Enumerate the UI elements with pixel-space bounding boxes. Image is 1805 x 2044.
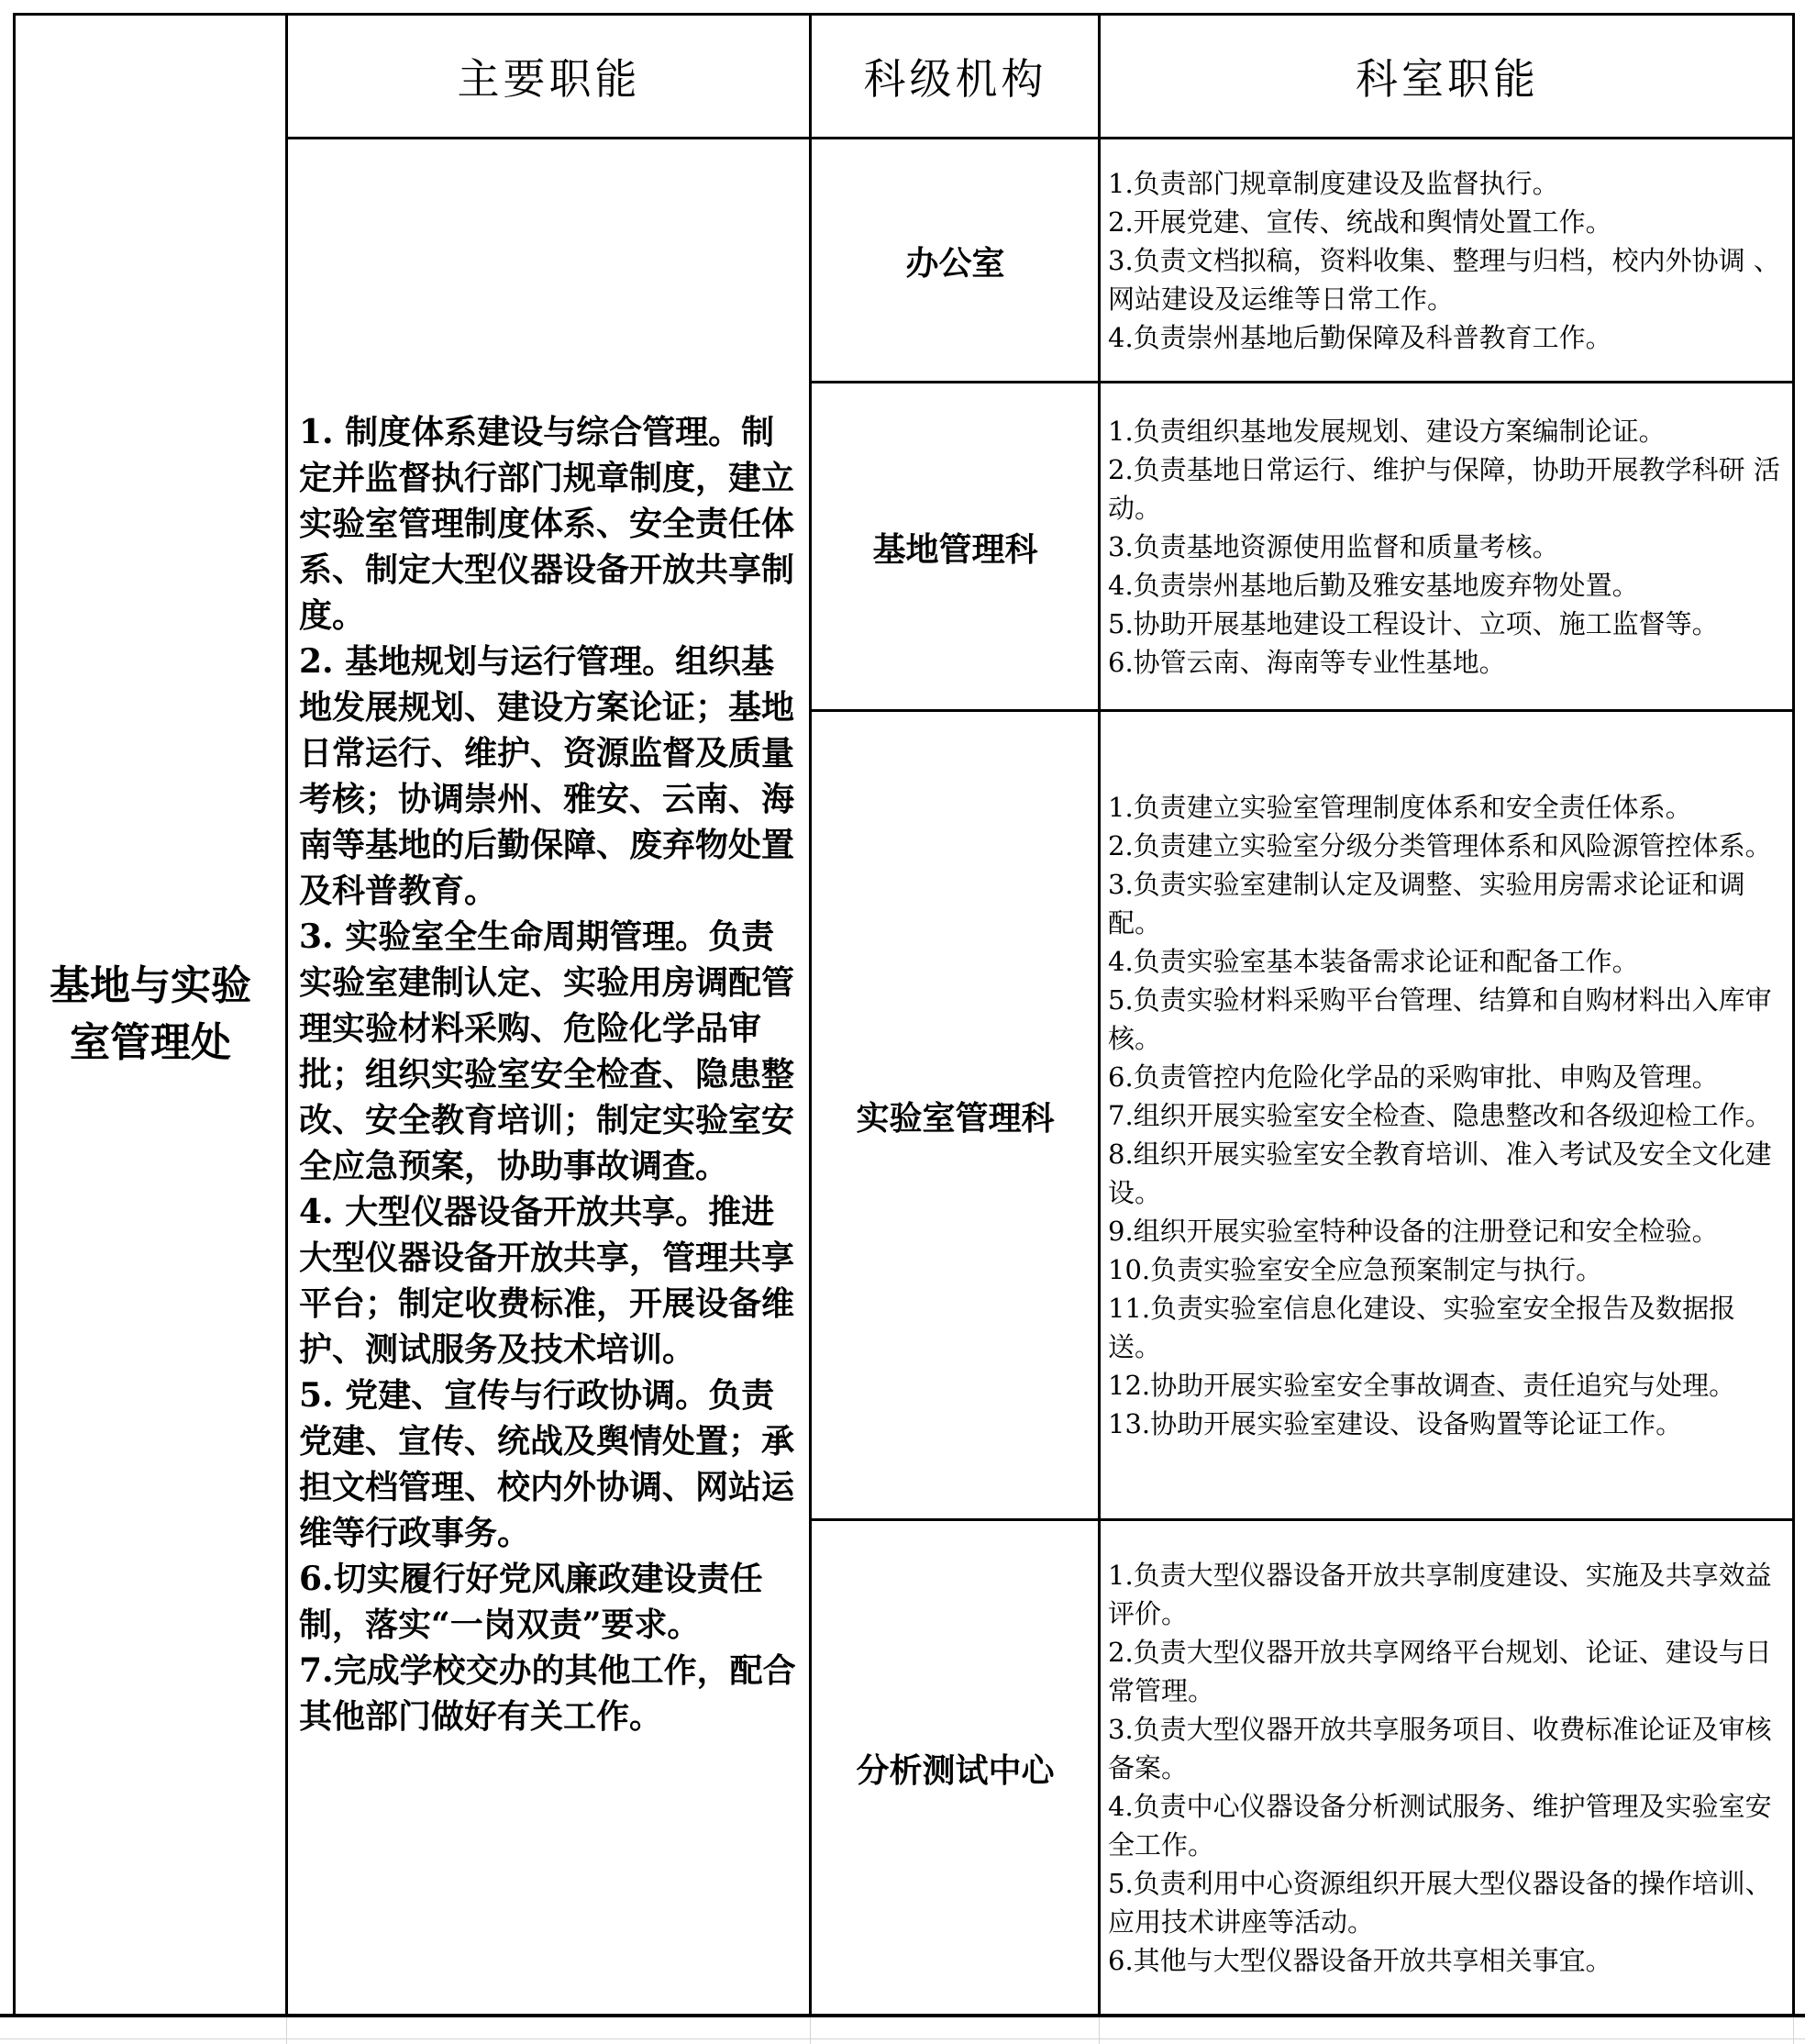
duty-item: 6.协管云南、海南等专业性基地。 [1108,647,1506,678]
section-duties-office [1101,139,1794,382]
department-label: 基地与实验室管理处 [50,962,251,1066]
table-border [285,137,1795,139]
table-border [0,2014,1805,2017]
main-function-item: 4. 大型仪器设备开放共享。推进大型仪器设备开放共享，管理共享平台；制定收费标准，开展设备维护、测试服务及技术培训。 [299,1193,795,1369]
duty-item: 13.协助开展实验室建设、设备购置等论证工作。 [1108,1408,1683,1439]
duty-item: 4.负责崇州基地后勤保障及科普教育工作。 [1108,322,1612,353]
table-border [809,13,812,2016]
sheet-gridline [1099,2017,1100,2044]
table-border [285,13,288,2016]
main-function-item: 1. 制度体系建设与综合管理。制定并监督执行部门规章制度，建立实验室管理制度体系、安全责任体系、制定大型仪器设备开放共享制度。 [299,413,795,635]
section-name-lab-management: 实验室管理科 [856,1098,1055,1138]
duty-item: 3.负责实验室建制认定及调整、实验用房需求论证和调配。 [1108,869,1745,939]
table-border [13,13,16,2016]
sheet-gridline [286,2017,287,2044]
main-function-item: 6.切实履行好党风廉政建设责任制，落实“一岗双责”要求。 [299,1560,763,1644]
table-border [809,709,1795,712]
duty-item: 10.负责实验室安全应急预案制定与执行。 [1108,1254,1603,1285]
section-name-office: 办公室 [905,243,1005,283]
duty-item: 12.协助开展实验室安全事故调查、责任追究与处理。 [1108,1370,1736,1401]
section-duties-analysis-center [1101,1521,1794,2015]
duty-item: 4.负责崇州基地后勤及雅安基地废弃物处置。 [1108,570,1639,601]
duty-item: 6.其他与大型仪器设备开放共享相关事宜。 [1108,1945,1612,1976]
duty-item: 5.负责实验材料采购平台管理、结算和自购材料出入库审核。 [1108,984,1772,1054]
table-border [809,1518,1795,1521]
duty-item: 3.负责文档拟稿，资料收集、整理与归档，校内外协调 、网站建设及运维等日常工作。 [1108,245,1780,315]
duty-item: 7.组织开展实验室安全检查、隐患整改和各级迎检工作。 [1108,1100,1772,1131]
sheet-gridline [0,2038,1805,2039]
table-border [13,13,1795,16]
table-border [1098,13,1101,2016]
header-section-functions: 科室职能 [1356,54,1539,104]
duty-item: 11.负责实验室信息化建设、实验室安全报告及数据报送。 [1108,1293,1736,1362]
main-function-item: 7.完成学校交办的其他工作，配合 其他部门做好有关工作。 [299,1651,796,1736]
table-border [1792,13,1795,2016]
duty-item: 1.负责建立实验室管理制度体系和安全责任体系。 [1108,792,1692,823]
header-sections: 科级机构 [863,54,1047,104]
main-function-item: 2. 基地规划与运行管理。组织基地发展规划、建设方案论证；基地日常运行、维护、资源监督及质量考核；协调崇州、雅安、云南、海南等基地的后勤保障、废弃物处置及科普教育。 [299,642,795,910]
duty-item: 1.负责组织基地发展规划、建设方案编制论证。 [1108,416,1666,447]
main-function-item: 3. 实验室全生命周期管理。负责实验室建制认定、实验用房调配管理实验材料采购、危险化学品审批；组织实验室安全检查、隐患整改、安全教育培训；制定实验室安全应急预案，协助事故调查。 [299,917,795,1185]
duty-item: 4.负责中心仪器设备分析测试服务、维护管理及实验室安全工作。 [1108,1791,1772,1861]
duty-item: 1.负责部门规章制度建设及监督执行。 [1108,168,1559,199]
duty-item: 2.开展党建、宣传、统战和舆情处置工作。 [1108,206,1612,238]
duty-item: 5.协助开展基地建设工程设计、立项、施工监督等。 [1108,608,1719,639]
duty-item: 3.负责基地资源使用监督和质量考核。 [1108,531,1559,562]
duty-item: 3.负责大型仪器开放共享服务项目、收费标准论证及审核备案。 [1108,1714,1772,1783]
main-functions-cell [288,139,810,2015]
header-main-functions: 主要职能 [457,54,641,104]
duty-item: 4.负责实验室基本装备需求论证和配备工作。 [1108,946,1639,977]
duty-item: 2.负责建立实验室分级分类管理体系和风险源管控体系。 [1108,830,1772,861]
main-function-item: 5. 党建、宣传与行政协调。负责党建、宣传、统战及舆情处置；承担文档管理、校内外协调、网站运维等行政事务。 [299,1376,795,1552]
department-name [15,15,286,2015]
section-name-analysis-center: 分析测试中心 [856,1750,1055,1790]
table-border [809,381,1795,383]
duty-item: 6.负责管控内危险化学品的采购审批、申购及管理。 [1108,1061,1719,1093]
duty-item: 1.负责大型仪器设备开放共享制度建设、实施及共享效益评价。 [1108,1560,1772,1629]
section-duties-lab-management [1101,712,1794,1519]
sheet-gridline [810,2017,811,2044]
section-name-base-management: 基地管理科 [872,529,1038,569]
duty-item: 2.负责基地日常运行、维护与保障，协助开展教学科研 活动。 [1108,454,1780,524]
duty-item: 2.负责大型仪器开放共享网络平台规划、论证、建设与日常管理。 [1108,1637,1772,1706]
sheet-gridline [1793,2017,1794,2044]
duty-item: 5.负责利用中心资源组织开展大型仪器设备的操作培训、应用技术讲座等活动。 [1108,1868,1772,1938]
duty-item: 8.组织开展实验室安全教育培训、准入考试及安全文化建设。 [1108,1139,1772,1208]
duty-item: 9.组织开展实验室特种设备的注册登记和安全检验。 [1108,1216,1719,1247]
section-duties-base-management [1101,383,1794,710]
